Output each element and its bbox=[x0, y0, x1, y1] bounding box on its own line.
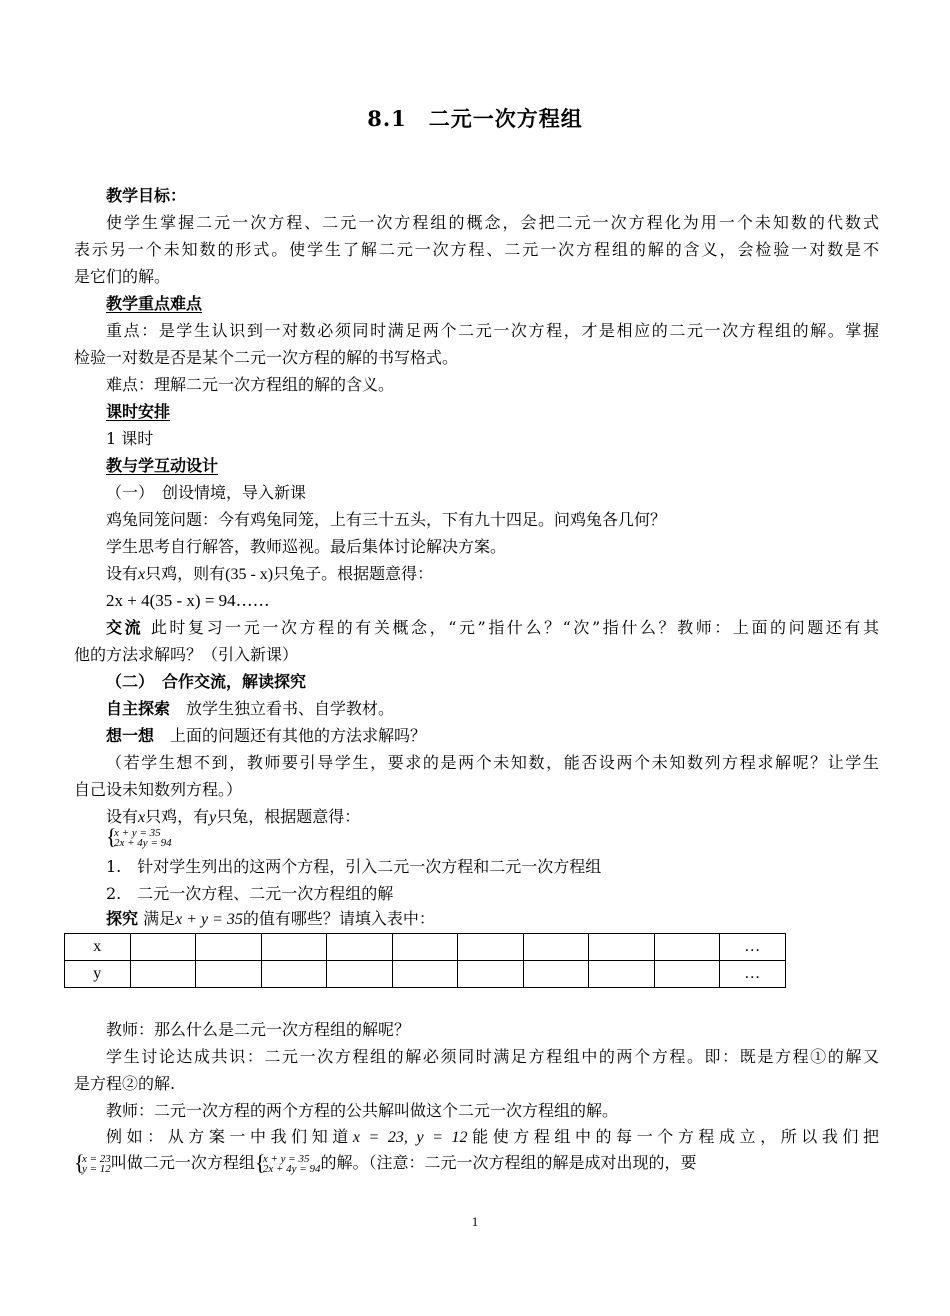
list-item-2: 2. 二元一次方程、二元一次方程组的解 bbox=[106, 884, 394, 903]
consensus-line-2: 是方程②的解. bbox=[74, 1074, 176, 1093]
teacher-definition: 教师：二元一次方程的两个方程的公共解叫做这个二元一次方程组的解。 bbox=[106, 1101, 619, 1120]
explore-equation: x + y = 35 bbox=[175, 911, 243, 928]
think-again-text: 上面的问题还有其他的方法求解吗？ bbox=[154, 726, 427, 745]
table-cell[interactable] bbox=[458, 961, 524, 988]
equation-system-ref bbox=[254, 1149, 321, 1175]
think-again-label: 想一想 bbox=[106, 726, 155, 745]
difficulty-text: 难点：理解二元一次方程组的解的含义。 bbox=[106, 375, 395, 394]
equation-1-tail: …… bbox=[235, 591, 270, 611]
table-cell[interactable] bbox=[261, 961, 327, 988]
self-explore-label: 自主探索 bbox=[106, 699, 171, 718]
system-eq-1: x + y = 35 bbox=[114, 827, 161, 839]
set-variable-line-1 bbox=[106, 564, 879, 585]
var-x-2: x bbox=[138, 809, 146, 826]
table-cell[interactable] bbox=[327, 934, 393, 961]
equation-1: 2x + 4(35 - x) = 94 bbox=[106, 591, 236, 610]
problem-text: 鸡兔同笼问题：今有鸡兔同笼，上有三十五头，下有九十四足。问鸡兔各几何？ bbox=[106, 510, 667, 529]
brace-icon: { bbox=[74, 1149, 85, 1175]
table-cell[interactable] bbox=[589, 961, 655, 988]
schedule-heading: 课时安排 bbox=[106, 402, 171, 421]
table-cell[interactable] bbox=[196, 961, 262, 988]
self-explore-line bbox=[106, 699, 879, 719]
hint-line-2: 自己设未知数列方程。） bbox=[74, 780, 243, 799]
table-row-x bbox=[65, 934, 786, 961]
objectives-heading: 教学目标： bbox=[106, 186, 187, 205]
var-x: x bbox=[138, 566, 146, 583]
example-text-d: 的解。（注意：二元一次方程组的解是成对出现的，要 bbox=[320, 1153, 697, 1172]
table-cell[interactable] bbox=[458, 934, 524, 961]
objectives-line-3: 是它们的解。 bbox=[74, 267, 171, 286]
example-text-c: 叫做二元一次方程组 bbox=[110, 1153, 255, 1172]
explore-line bbox=[106, 909, 879, 930]
table-cell[interactable] bbox=[130, 934, 196, 961]
key-points-heading: 教学重点难点 bbox=[106, 294, 203, 313]
system-ref-eq-1: x + y = 35 bbox=[262, 1152, 310, 1165]
self-explore-text: 放学生独立看书、自学教材。 bbox=[170, 699, 395, 718]
hint-line-1: （若学生想不到，教师要引导学生，要求的是两个未知数，能否设两个未知数列方程求解呢？让学生 bbox=[106, 753, 879, 772]
set2-c: 只兔，根据题意得： bbox=[216, 807, 361, 826]
exchange-line-1 bbox=[106, 618, 879, 638]
schedule-value: 1 课时 bbox=[106, 429, 154, 448]
brace-icon: { bbox=[106, 824, 117, 849]
set2-b: 只鸡，有 bbox=[145, 807, 210, 826]
table-cell: y bbox=[65, 961, 131, 988]
teacher-question: 教师：那么什么是二元一次方程组的解呢？ bbox=[106, 1020, 411, 1039]
table-cell[interactable] bbox=[261, 934, 327, 961]
set-variable-line-2 bbox=[106, 807, 879, 828]
example-text-b: 能使方程组中的每一个方程成立，所以我们把 bbox=[467, 1127, 879, 1146]
section-2-title: （二） 合作交流，解读探究 bbox=[106, 672, 307, 691]
solution-eq-2: y = 12 bbox=[82, 1162, 111, 1175]
exchange-label: 交流 bbox=[106, 618, 144, 637]
solution-eq-1: x = 23 bbox=[82, 1152, 111, 1165]
objectives-line-1: 使学生掌握二元一次方程、二元一次方程组的概念，会把二元一次方程化为用一个未知数的代数式 bbox=[106, 213, 879, 232]
table-cell: … bbox=[720, 961, 786, 988]
table-cell[interactable] bbox=[523, 934, 589, 961]
expr-35-minus-x: (35 - x) bbox=[225, 566, 274, 583]
system-ref-eq-2: 2x + 4y = 94 bbox=[262, 1162, 321, 1175]
table-cell[interactable] bbox=[654, 934, 720, 961]
think-text: 学生思考自行解答，教师巡视。最后集体讨论解决方案。 bbox=[106, 537, 507, 556]
table-cell[interactable] bbox=[327, 961, 393, 988]
system-eq-2: 2x + 4y = 94 bbox=[114, 837, 172, 849]
table-cell[interactable] bbox=[589, 934, 655, 961]
objectives-line-2: 表示另一个未知数的形式。使学生了解二元一次方程、二元一次方程组的解的含义，会检验一对数是不 bbox=[74, 240, 879, 259]
var-y: y bbox=[209, 809, 217, 826]
exchange-text-1: 此时复习一元一次方程的有关概念，“元”指什么？“次”指什么？教师：上面的问题还有其 bbox=[143, 618, 879, 637]
table-cell: … bbox=[720, 934, 786, 961]
set1-b: 只鸡，则有 bbox=[145, 564, 226, 583]
table-cell[interactable] bbox=[654, 961, 720, 988]
explore-text-a: 满足 bbox=[138, 909, 176, 928]
explore-label: 探究 bbox=[106, 909, 139, 928]
example-text-a: 例如：从方案一中我们知道 bbox=[106, 1127, 353, 1146]
set1-a: 设有 bbox=[106, 564, 139, 583]
section-1-title: （一） 创设情境，导入新课 bbox=[106, 483, 307, 502]
explore-text-b: 的值有哪些？请填入表中： bbox=[242, 909, 435, 928]
focus-line-1: 重点：是学生认识到一对数必须同时满足两个二元一次方程，才是相应的二元一次方程组的解。掌握 bbox=[106, 321, 879, 340]
equation-system-brace bbox=[106, 824, 172, 849]
exchange-line-2: 他的方法求解吗？（引入新课） bbox=[74, 645, 299, 664]
table-cell[interactable] bbox=[392, 961, 458, 988]
example-equation: x = 23, y = 12 bbox=[352, 1129, 468, 1146]
focus-line-2: 检验一对数是否是某个二元一次方程的解的书写格式。 bbox=[74, 348, 459, 367]
table-row-y bbox=[65, 961, 786, 988]
equation-system bbox=[106, 824, 879, 849]
example-line-2 bbox=[74, 1150, 879, 1176]
xy-value-table bbox=[64, 933, 786, 988]
set2-a: 设有 bbox=[106, 807, 139, 826]
example-line-1 bbox=[106, 1127, 879, 1148]
page-number: 1 bbox=[471, 1214, 479, 1229]
solution-system bbox=[74, 1149, 111, 1175]
think-again-line bbox=[106, 726, 879, 746]
table-cell[interactable] bbox=[392, 934, 458, 961]
table-cell: x bbox=[65, 934, 131, 961]
table-cell[interactable] bbox=[196, 934, 262, 961]
equation-1-line bbox=[106, 591, 879, 611]
design-heading: 教与学互动设计 bbox=[106, 456, 219, 475]
table-cell[interactable] bbox=[523, 961, 589, 988]
page-title: 8.1 二元一次方程组 bbox=[367, 106, 583, 131]
list-item-1: 1. 针对学生列出的这两个方程，引入二元一次方程和二元一次方程组 bbox=[106, 857, 602, 876]
brace-icon: { bbox=[254, 1149, 266, 1175]
consensus-line-1: 学生讨论达成共识：二元一次方程组的解必须同时满足方程组中的两个方程。即：既是方程①的解又 bbox=[106, 1047, 879, 1066]
table-cell[interactable] bbox=[130, 961, 196, 988]
set1-c: 只兔子。根据题意得： bbox=[273, 564, 434, 583]
